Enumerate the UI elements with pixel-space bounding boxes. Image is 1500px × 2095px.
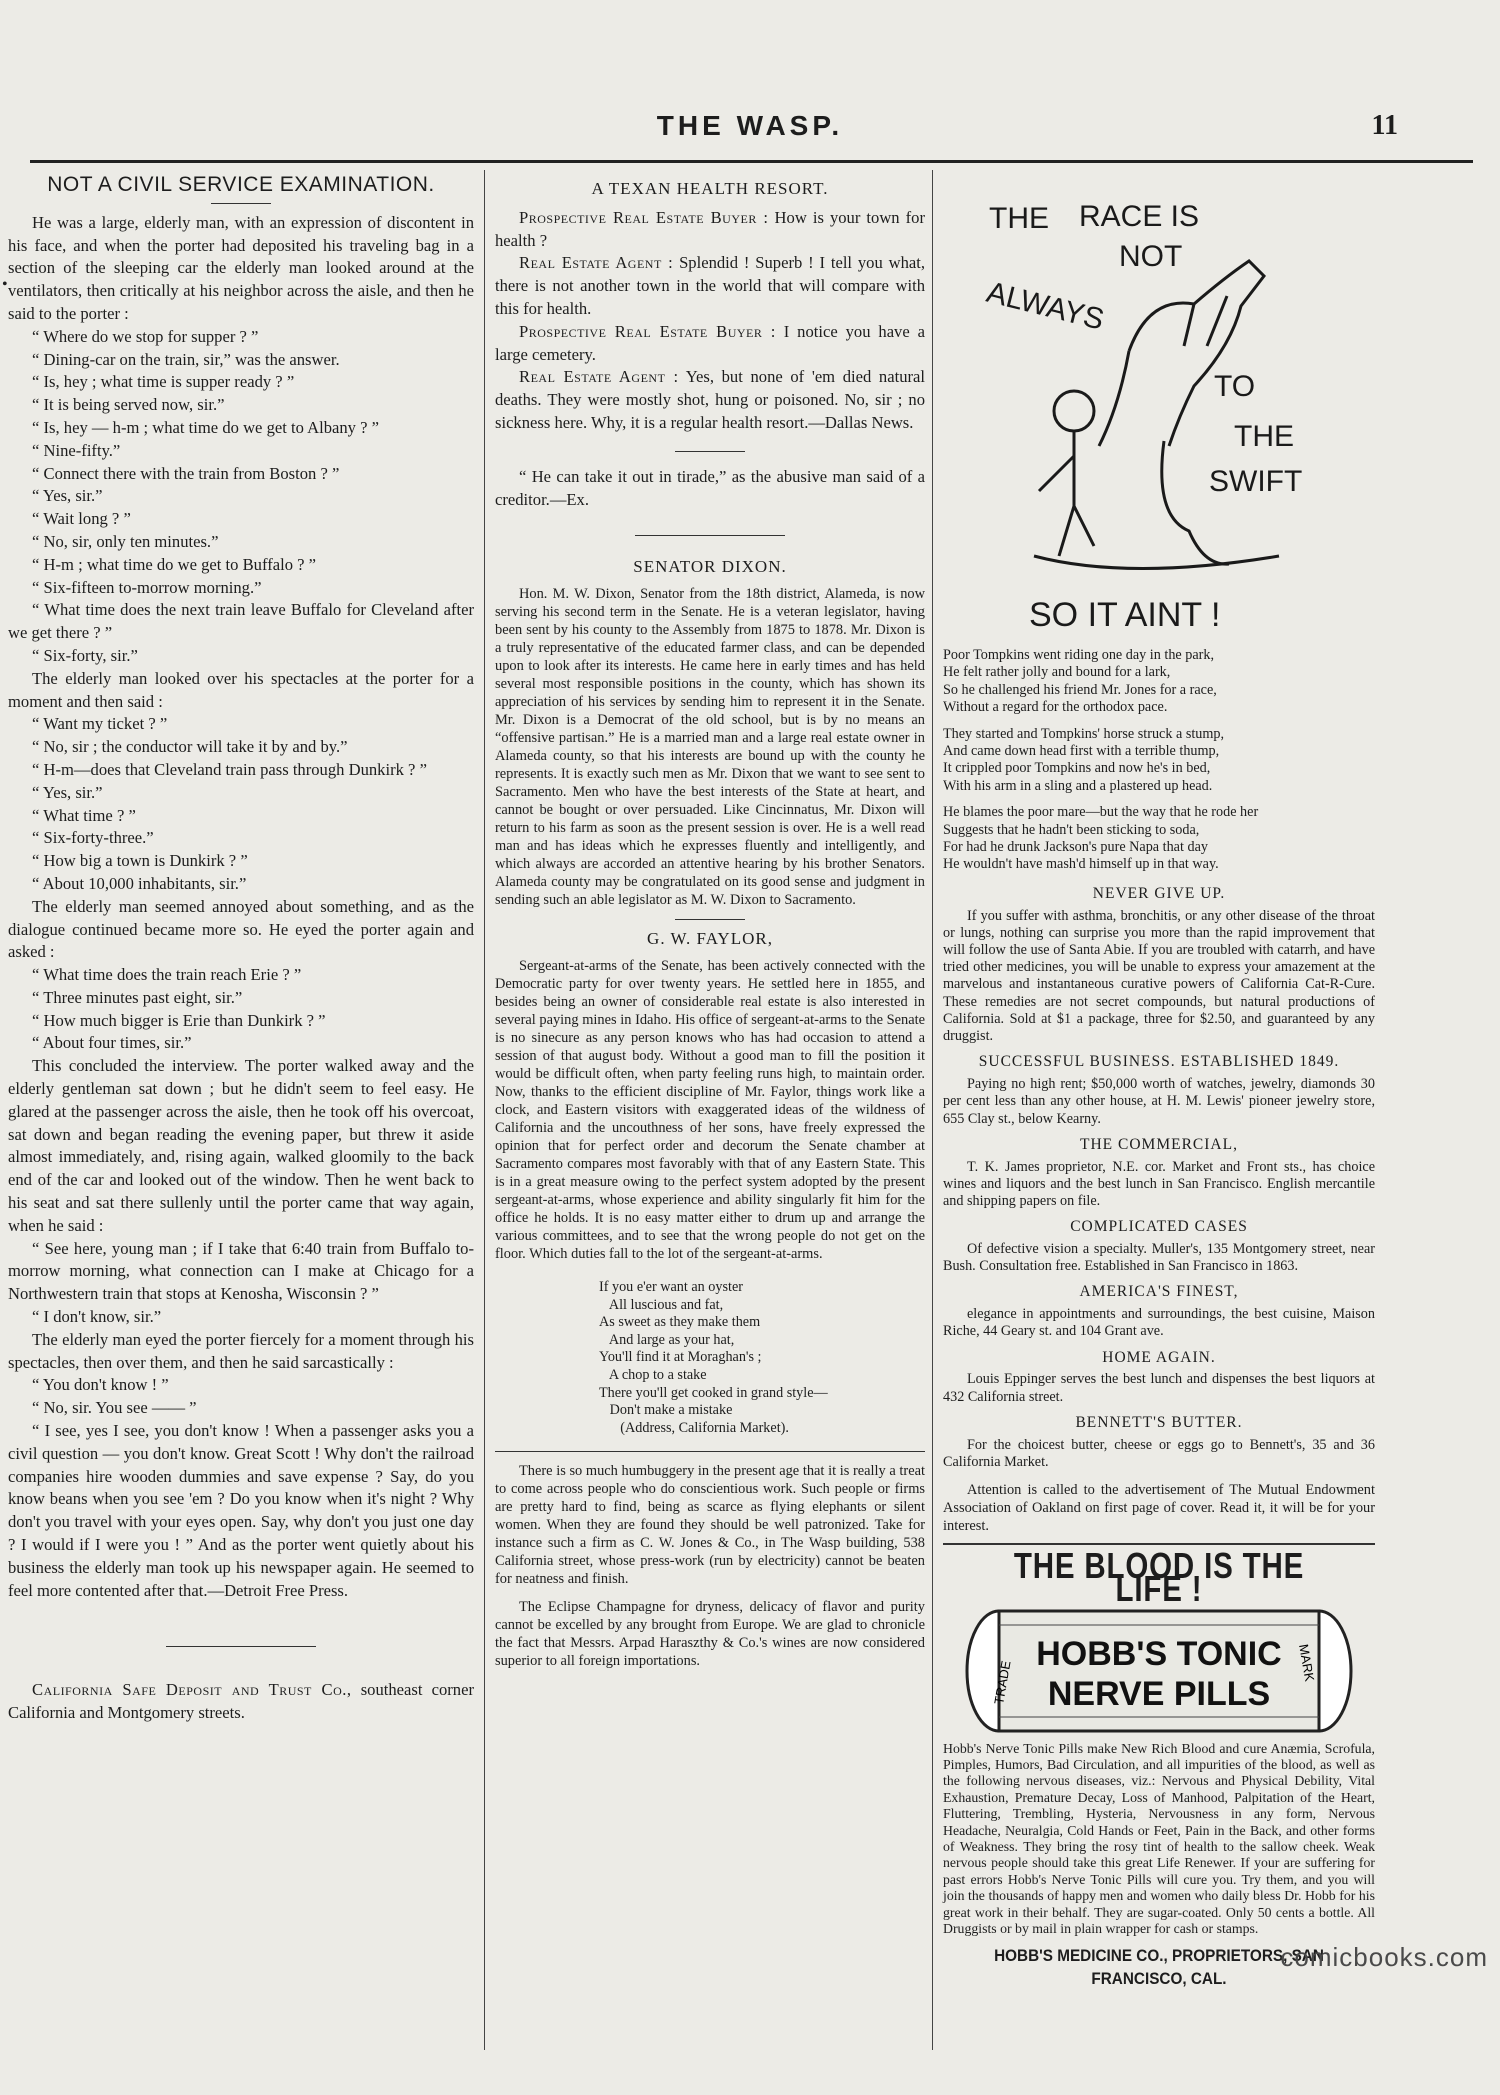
paragraph: “ What time does the next train leave Buffalo for Cleveland after we get there ? ” <box>8 600 474 643</box>
ad-title: SUCCESSFUL BUSINESS. ESTABLISHED 1849. <box>978 1053 1340 1071</box>
ad-body: Of defective vision a specialty. Muller's, 135 Montgomery street, near Bush. Consultation free. Established in San Francisco in 1863. <box>943 1240 1375 1275</box>
paragraph: “ Nine-fifty.” <box>32 440 121 460</box>
paragraph: “ I don't know, sir.” <box>32 1307 162 1327</box>
ad-body: T. K. James proprietor, N.E. cor. Market and Front sts., has choice wines and liquors and the best lunch in San Francisco. English mercantile and shipping papers on file. <box>943 1158 1375 1209</box>
paragraph: This concluded the interview. The porter walked away and the elderly gentleman sat down ; but he didn't seem to feel easy. He glared at the passenger across the aisle, then he took off his overcoat, sat down and began reading the evening paper, but threw it aside almost immediately, and, rising again, walked gloomily to the back end of the car and looked out of the window. Then he went back to his seat and sat there sullenly until the porter came that way again, when he said : <box>8 1056 474 1235</box>
oyster-poem <box>583 1279 925 1437</box>
verse-line: For had he drunk Jackson's pure Napa that day <box>943 839 1208 856</box>
ad-title: COMPLICATED CASES <box>1070 1218 1248 1236</box>
poem-line: You'll find it at Moraghan's ; <box>599 1349 762 1366</box>
paragraph: “ Is, hey — h-m ; what time do we get to Albany ? ” <box>32 417 380 437</box>
verse-stanza <box>943 804 1375 874</box>
paragraph: “ Wait long ? ” <box>32 509 131 529</box>
pill-label-2: NERVE PILLS <box>1047 1674 1271 1713</box>
paragraph: “ Six-fifteen to-morrow morning.” <box>32 577 262 597</box>
ad-title: THE COMMERCIAL, <box>1080 1135 1238 1153</box>
article-heading-dixon: SENATOR DIXON. <box>633 557 787 577</box>
horse-drawing <box>1099 261 1264 564</box>
cartoon-word: SO IT AINT ! <box>1029 596 1221 634</box>
cartoon-word: SWIFT <box>1209 465 1303 498</box>
blood-ad-title: THE BLOOD IS THE LIFE ! <box>1013 1544 1305 1609</box>
dialogue-line <box>495 252 925 320</box>
safe-deposit-name: California Safe Deposit and Trust Co., <box>32 1680 352 1700</box>
column-divider-1 <box>484 170 485 2050</box>
watermark: comicbooks.com <box>1280 1942 1488 1972</box>
article-heading-faylor: G. W. FAYLOR, <box>647 929 773 949</box>
ad-body: elegance in appointments and surroundings, the best cuisine, Maison Riche, 44 Geary st. and 104 Grant ave. <box>943 1306 1375 1340</box>
tompkins-verses <box>943 647 1375 874</box>
dialogue-text: Yes, but none of 'em died natural deaths. They were mostly shot, hung or poisoned. No, sir ; no sickness here. Why, it is a regular health resort.—Dallas News. <box>495 367 926 432</box>
section-rule <box>675 919 745 920</box>
paragraph: “ It is being served now, sir.” <box>32 395 225 415</box>
verse-stanza <box>943 726 1375 796</box>
paragraph: “ Six-forty-three.” <box>32 828 154 848</box>
verse-line: Without a regard for the orthodox pace. <box>943 699 1168 716</box>
section-rule <box>166 1646 316 1647</box>
dixon-body: Hon. M. W. Dixon, Senator from the 18th district, Alameda, is now serving his second term in the Senate. He is a veteran legislator, having been sent by his county to the Assembly from 1875 to 1878. Mr. Dixon is a truly representative of the educated farmer class, and can be depended upon to look after its interests. He came here in early times and has held several most responsible positions in the county, which has shown its appreciation of his services by sending him to represent it in the Senate. Mr. Dixon is a Democrat of the old school, but is by no means an “offensive partisan.” He is a married man and a large real estate owner in Alameda county, so that his interests are bound up with the county he represents. It is exactly such men as Mr. Dixon that we want to see sent to Sacramento. Men who have the best interests of the State at heart, and cannot be bought or over persuaded. Like Cincinnatus, Mr. Dixon will return to his farm as soon as the present session is over. He is a well read man and has ideas which he expresses fluently and intelligently, and which always are accorded an attentive hearing by his brother Senators. Alameda county may be congratulated on its good sense and judgment in sending such an able legislator as M. W. Dixon to Sacramento. <box>495 586 925 909</box>
verse-line: So he challenged his friend Mr. Jones for a race, <box>943 681 1217 698</box>
column-3 <box>943 170 1375 2050</box>
pill-side-right: MARK <box>1296 1642 1318 1683</box>
paragraph: He was a large, elderly man, with an expression of discontent in his face, and when the porter had deposited his traveling bag in a section of the sleeping car the elderly man looked around at the ventilators, then critically at his neighbor across the aisle, and then he said to the porter : <box>8 212 474 323</box>
paragraph: The elderly man seemed annoyed about something, and as the dialogue continued became more so. He eyed the porter again and asked : <box>8 896 474 962</box>
verse-line: He blames the poor mare—but the way that he rode her <box>943 804 1259 821</box>
masthead-title: THE WASP. <box>656 110 844 141</box>
ad-body: For the choicest butter, cheese or eggs go to Bennett's, 35 and 36 California Market. <box>943 1436 1375 1470</box>
article-body-civil-service <box>8 212 474 1603</box>
dialogue-text: Splendid ! Superb ! I tell you what, there is not another town in the world that will compare with this for health. <box>495 253 925 318</box>
dialogue-text: I notice you have a large cemetery. <box>495 321 925 364</box>
speaker: Real Estate Agent : <box>519 253 674 273</box>
humbug-item: There is so much humbuggery in the present age that it is really a treat to come across people who do conscientious work. Such people or firms are pretty hard to find, being as scarce as flying elephants or silent women. When they are found they should be well patronized. Take for instance such a firm as C. W. Jones & Co., in The Wasp building, 538 California street, whose press-work (run by electricity) cannot be beaten for neatness and finish. <box>495 1463 925 1588</box>
masthead <box>0 110 1500 155</box>
paragraph: “ About 10,000 inhabitants, sir.” <box>32 873 247 893</box>
paragraph: “ Yes, sir.” <box>32 486 103 506</box>
mutual-notice: Attention is called to the advertisement of The Mutual Endowment Association of Oakland on first page of cover. Read it, it will be for your interest. <box>943 1481 1375 1534</box>
column-divider-2 <box>932 170 933 2050</box>
poem-line: And large as your hat, <box>599 1331 735 1348</box>
texan-dialogue <box>495 207 925 435</box>
paragraph: “ You don't know ! ” <box>32 1375 169 1395</box>
tirade-item: “ He can take it out in tirade,” as the abusive man said of a creditor.—Ex. <box>495 466 925 509</box>
paragraph: “ Where do we stop for supper ? ” <box>32 326 259 346</box>
faylor-body: Sergeant-at-arms of the Senate, has been actively connected with the Democratic party for over twenty years. He settled here in 1855, and besides being an owner of considerable real estate is also interested in several paying mines in Idaho. His office of sergeant-at-arms to the Senate is no sinecure as any person knows who has had occasion to attend a session of that august body. Without a good man to fill the position it would be difficult often, when party feeling runs high, to maintain order. Now, thanks to the efficient discipline of Mr. Faylor, things work like a clock, and Eastern visitors with exaggerated ideas of the wildness of California and the uncouthness of her sons, have freely expressed the opinion that for perfect order and decorum the Senate chamber at Sacramento compares most favorably with that of any Eastern State. This is in a great measure owing to the perfect system adopted by the present sergeant-at-arms, whose experience and ability singularly fit him for the office he holds. It is no easy matter either to drum up and arrange the various committees, and to see that the wrong people do not get on the floor. Which duties fall to the lot of the sergeant-at-arms. <box>495 957 925 1262</box>
verse-line: It crippled poor Tompkins and now he's in bed, <box>943 760 1211 777</box>
column-1 <box>8 170 474 2050</box>
verse-line: With his arm in a sling and a plastered up head. <box>943 777 1213 794</box>
speaker: Real Estate Agent : <box>519 367 679 387</box>
ad-title: HOME AGAIN. <box>1102 1348 1216 1366</box>
cartoon-word: NOT <box>1119 240 1183 273</box>
paragraph: The elderly man looked over his spectacles at the porter for a moment and then said : <box>8 668 474 711</box>
section-rule <box>495 1451 925 1452</box>
pill-bottle-illustration <box>959 1605 1359 1737</box>
poem-line: Don't make a mistake <box>599 1402 733 1419</box>
paragraph: “ No, sir ; the conductor will take it by and by.” <box>32 737 348 757</box>
verse-stanza <box>943 647 1375 717</box>
ad-title: BENNETT'S BUTTER. <box>1075 1413 1243 1431</box>
pill-label-1: HOBB'S TONIC <box>1036 1634 1282 1673</box>
ad-body: Louis Eppinger serves the best lunch and dispenses the best liquors at 432 California street. <box>943 1371 1375 1405</box>
paragraph: “ Yes, sir.” <box>32 782 103 802</box>
ad-title: AMERICA'S FINEST, <box>1079 1283 1239 1301</box>
paragraph: The elderly man eyed the porter fiercely for a moment through his spectacles, then over them, and then he said sarcastically : <box>8 1329 474 1372</box>
cartoon-word: THE <box>989 202 1049 235</box>
safe-deposit-notice <box>8 1679 474 1725</box>
paragraph: “ H-m ; what time do we get to Buffalo ? ” <box>32 554 317 574</box>
masthead-rule <box>30 160 1473 163</box>
column-2 <box>495 170 925 2050</box>
cartoon-word: ALWAYS <box>983 275 1108 337</box>
ad-body: If you suffer with asthma, bronchitis, or any other disease of the throat or lungs, nothing can surprise you more than the rapid improvement that will follow the use of Santa Abie. If you are troubled with catarrh, and have tried other medicines, you will be unable to express your amazement at the marvelous and instantaneous curative powers of California Cat-R-Cure. These remedies are not secret compounds, but natural productions of California. Sold at $1 a package, three for $2.50, and guaranteed by any druggist. <box>943 907 1375 1045</box>
cartoon-word: THE <box>1234 420 1294 453</box>
poem-line: A chop to a stake <box>599 1366 707 1383</box>
paragraph: “ I see, yes I see, you don't know ! When a passenger asks you a civil question — you don't know. Great Scott ! Why don't the railroad companies hire wooden dummies and save expense ? Say, do you know beans when you see 'em ? Do you know when it's night ? Why don't you travel with your eyes open. Say, why don't you just one day ? I would if I were you ! ” And as the porter went quietly about his business the elderly man took up his newspaper again. He seemed to feel more contented after that.—Detroit Free Press. <box>8 1421 474 1600</box>
paragraph: “ Want my ticket ? ” <box>32 714 168 734</box>
speaker: Prospective Real Estate Buyer : <box>519 207 769 227</box>
pill-side-left: TRADE <box>991 1659 1014 1706</box>
dialogue-line <box>495 207 925 253</box>
paragraph: “ Three minutes past eight, sir.” <box>32 987 243 1007</box>
verse-line: They started and Tompkins' horse struck a stump, <box>943 725 1225 742</box>
paragraph: “ About four times, sir.” <box>32 1033 192 1053</box>
paragraph: “ See here, young man ; if I take that 6:40 train from Buffalo to-morrow morning, what connection can I make at Chicago for a Northwestern train that stops at Kenosha, Wisconsin ? ” <box>8 1238 474 1304</box>
paragraph: “ What time ? ” <box>32 805 136 825</box>
paragraph: “ Is, hey ; what time is supper ready ? ” <box>32 372 295 392</box>
hobbs-footer: HOBB'S MEDICINE CO., PROPRIETORS, SAN FRANCISCO, CAL. <box>994 1946 1324 1989</box>
paragraph: “ Dining-car on the train, sir,” was the answer. <box>32 349 340 369</box>
paragraph: “ How big a town is Dunkirk ? ” <box>32 851 248 871</box>
hobbs-body: Hobb's Nerve Tonic Pills make New Rich Blood and cure Anæmia, Scrofula, Pimples, Humors, Bad Circulation, and all impurities of the blood, as well as the following nervous diseases, viz.: Nervous and Physical Debility, Vital Exhaustion, Premature Decay, Loss of Manhood, Palpitation of the Heart, Fluttering, Trembling, Hysteria, Nervousness in any form, Nervous Headache, Neuralgia, Cold Hands or Feet, Pain in the Back, and other forms of Weakness. They bring the rosy tint of health to the sallow cheek. Weak nervous people should take this great Life Renewer. If your are suffering for past errors Hobb's Nerve Tonic Pills will cure you. Try them, and you will join the thousands of happy men and women who daily bless Dr. Hobb for his great work in their behalf. They are sugar-coated. Only 50 cents a bottle. All Druggists or by mail in plain wrapper for cash or stamps. <box>943 1740 1375 1936</box>
page-number: 11 <box>1371 110 1398 141</box>
verse-line: Suggests that he hadn't been sticking to soda, <box>943 821 1200 838</box>
section-rule <box>635 535 785 536</box>
paragraph: “ What time does the train reach Erie ? ” <box>32 965 302 985</box>
safe-deposit-address: southeast corner California and Montgomery streets. <box>8 1680 474 1723</box>
verse-line: He wouldn't have mash'd himself up in that way. <box>943 856 1219 873</box>
eclipse-item: The Eclipse Champagne for dryness, delicacy of flavor and purity cannot be excelled by any brought from Europe. We are glad to chronicle the fact that Messrs. Arpad Haraszthy & Co.'s wines are now considered superior to all foreign importations. <box>495 1599 925 1670</box>
paragraph: “ No, sir, only ten minutes.” <box>32 531 219 551</box>
poem-line: All luscious and fat, <box>599 1296 724 1313</box>
article-heading-texan: A TEXAN HEALTH RESORT. <box>591 179 829 198</box>
verse-line: Poor Tompkins went riding one day in the park, <box>943 647 1215 663</box>
margin-mark: • <box>2 276 8 293</box>
dialogue-line <box>495 366 925 434</box>
verse-line: He felt rather jolly and bound for a lark, <box>943 664 1171 681</box>
paragraph: “ No, sir. You see —— ” <box>32 1398 197 1418</box>
section-rule <box>675 451 745 452</box>
paragraph: “ Connect there with the train from Boston ? ” <box>32 463 340 483</box>
verse-line: And came down head first with a terrible thump, <box>943 743 1220 760</box>
cartoon-word: RACE IS <box>1079 200 1200 233</box>
cartoon-word: TO <box>1214 370 1256 403</box>
poem-line: There you'll get cooked in grand style— <box>599 1384 828 1401</box>
race-cartoon <box>979 186 1339 641</box>
ad-title: NEVER GIVE UP. <box>1092 884 1226 902</box>
poem-line: As sweet as they make them <box>599 1314 761 1331</box>
heading-rule <box>211 203 271 204</box>
poem-line: (Address, California Market). <box>599 1419 789 1436</box>
paragraph: “ How much bigger is Erie than Dunkirk ? ” <box>32 1010 326 1030</box>
paragraph: “ H-m—does that Cleveland train pass through Dunkirk ? ” <box>32 759 427 779</box>
speaker: Prospective Real Estate Buyer : <box>519 321 776 341</box>
dialogue-line <box>495 321 925 367</box>
article-heading-civil-service: NOT A CIVIL SERVICE EXAMINATION. <box>47 173 435 196</box>
dialogue-text: How is your town for health ? <box>495 207 925 250</box>
small-ads <box>943 883 1375 1471</box>
paragraph: “ Six-forty, sir.” <box>32 645 138 665</box>
ad-body: Paying no high rent; $50,000 worth of watches, jewelry, diamonds 30 per cent less than any other house, at H. M. Lewis' pioneer jewelry store, 655 Clay st., below Kearny. <box>943 1076 1375 1127</box>
poem-line: If you e'er want an oyster <box>599 1278 743 1295</box>
